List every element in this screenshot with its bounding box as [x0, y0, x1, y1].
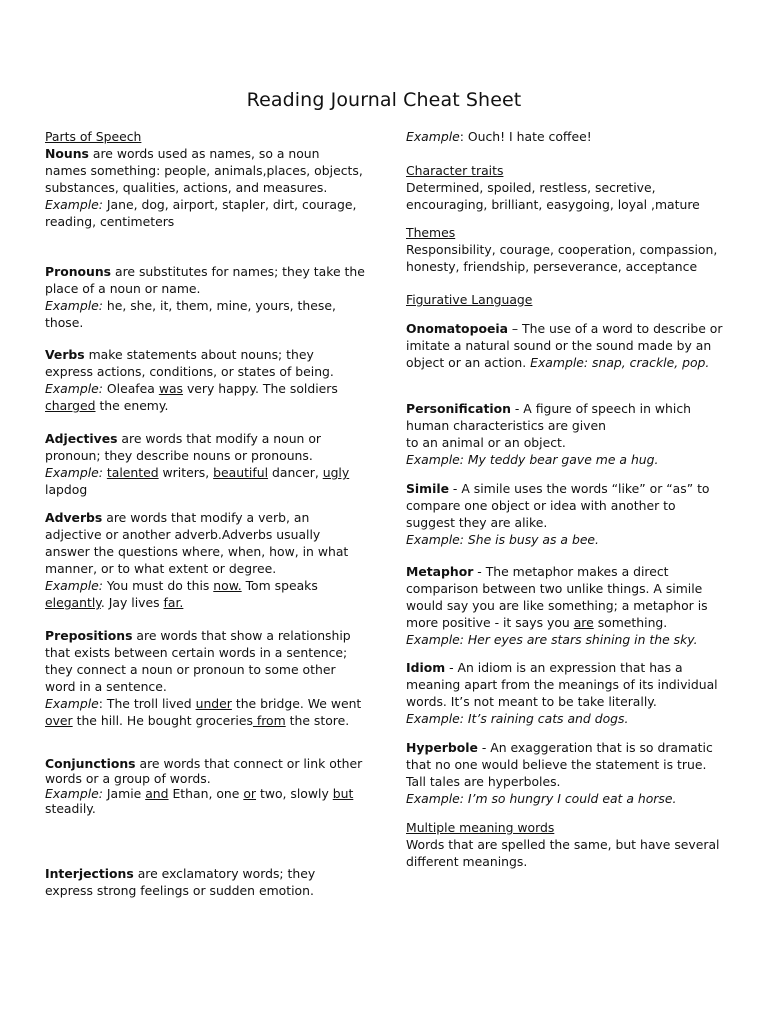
simile-definition: - A simile uses the words “like” or “as” to compare one object or idea with another to suggest they are alike. [406, 481, 710, 530]
conjunctions-example-label: Example: [45, 786, 103, 801]
prepositions-term: Prepositions [45, 628, 133, 643]
interjections-example-text: : Ouch! I hate coffee! [459, 129, 592, 144]
prepositions-example-underlined: from [252, 713, 286, 728]
figurative-language-heading: Figurative Language [406, 292, 533, 307]
prepositions-example-underlined: under [195, 696, 232, 711]
adjectives-example-text: dancer, [268, 465, 323, 480]
adverbs-example-underlined: now. [213, 578, 242, 593]
adverbs-example-text: You must do this [102, 578, 214, 593]
nouns-definition: are words used as names, so a noun names something: people, animals,places, objects, substances, qualities, actions, and measures. [45, 146, 363, 195]
prepositions-example-underlined: over [45, 713, 73, 728]
pronouns-term: Pronouns [45, 264, 112, 279]
adjectives-section [45, 430, 365, 498]
nouns-example: Jane, dog, airport, stapler, dirt, courage, reading, centimeters [45, 197, 357, 229]
conjunctions-example-text: Jamie [102, 786, 146, 801]
adverbs-example-underlined: elegantly [45, 595, 101, 610]
conjunctions-example-text: steadily. [45, 801, 96, 816]
hyperbole-section [406, 739, 728, 807]
simile-example: Example: She is busy as a bee. [406, 532, 599, 547]
adverbs-example-text: . Jay lives [100, 595, 164, 610]
metaphor-underlined: are [573, 615, 594, 630]
personification-definition: - A figure of speech in which human characteristics are given [406, 401, 692, 433]
pronouns-definition: are substitutes for names; they take the place of a noun or name. [45, 264, 365, 296]
adjectives-example-underlined: beautiful [213, 465, 269, 480]
verbs-definition: make statements about nouns; they express actions, conditions, or states of being. [45, 347, 334, 379]
adverbs-example-label: Example: [45, 578, 103, 593]
pronouns-example-label: Example: [45, 298, 103, 313]
onomatopoeia-definition: – The use of a word to describe or imitate a natural sound or the sound made by an object or an action. [406, 321, 723, 370]
adjectives-example-text: writers, [158, 465, 214, 480]
nouns-section [45, 128, 365, 230]
verbs-example-underlined: charged [45, 398, 96, 413]
simile-section [406, 480, 728, 548]
hyperbole-example: Example: I’m so hungry I could eat a horse. [406, 791, 677, 806]
conjunctions-example-text: Ethan, one [168, 786, 244, 801]
hyperbole-term: Hyperbole [406, 740, 478, 755]
multiple-meaning-section [406, 819, 728, 870]
conjunctions-section [45, 756, 365, 816]
prepositions-definition: are words that show a relationship that exists between certain words in a sentence; they connect a noun or pronoun to some other word in a sentence. [45, 628, 351, 694]
figurative-language-heading-block [406, 291, 728, 308]
adverbs-example-text: Tom speaks [241, 578, 318, 593]
verbs-section [45, 346, 365, 414]
page-title: Reading Journal Cheat Sheet [246, 89, 522, 111]
character-traits-text: Determined, spoiled, restless, secretive, encouraging, brilliant, easygoing, loyal ,mature [406, 180, 700, 212]
onomatopoeia-term: Onomatopoeia [406, 321, 508, 336]
prepositions-example-text: the bridge. We went [231, 696, 362, 711]
idiom-example: Example: It’s raining cats and dogs. [406, 711, 629, 726]
pronouns-example: he, she, it, them, mine, yours, these, those. [45, 298, 336, 330]
nouns-example-label: Example: [45, 197, 103, 212]
verbs-example-label: Example: [45, 381, 103, 396]
interjections-term: Interjections [45, 866, 134, 881]
interjections-example [406, 128, 728, 145]
verbs-example-underlined: was [158, 381, 183, 396]
interjections-definition: are exclamatory words; they express strong feelings or sudden emotion. [45, 866, 316, 898]
personification-example: Example: My teddy bear gave me a hug. [406, 452, 659, 467]
nouns-term: Nouns [45, 146, 89, 161]
adjectives-example-label: Example: [45, 465, 103, 480]
adjectives-example-text: lapdog [45, 482, 88, 497]
adjectives-term: Adjectives [45, 431, 118, 446]
simile-term: Simile [406, 481, 449, 496]
adverbs-example-underlined: far. [163, 595, 184, 610]
verbs-example-text: the enemy. [95, 398, 169, 413]
idiom-section [406, 659, 728, 727]
hyperbole-definition: - An exaggeration that is so dramatic that no one would believe the statement is true. Tall tales are hyperboles. [406, 740, 713, 789]
adjectives-example-underlined: ugly [322, 465, 350, 480]
prepositions-example-text: the hill. He bought groceries [72, 713, 253, 728]
prepositions-example-label: Example [45, 696, 99, 711]
adverbs-section [45, 509, 365, 611]
prepositions-section [45, 627, 365, 729]
verbs-example-text: Oleafea [102, 381, 159, 396]
adjectives-definition: are words that modify a noun or pronoun; they describe nouns or pronouns. [45, 431, 322, 463]
metaphor-definition-cont: something. [593, 615, 668, 630]
idiom-term: Idiom [406, 660, 446, 675]
themes-text: Responsibility, courage, cooperation, compassion, honesty, friendship, perseverance, acceptance [406, 242, 718, 274]
themes-section [406, 224, 728, 275]
adjectives-example-underlined: talented [106, 465, 159, 480]
conjunctions-example-underlined: or [243, 786, 257, 801]
parts-of-speech-heading: Parts of Speech [45, 129, 142, 144]
personification-section [406, 400, 728, 468]
metaphor-section [406, 563, 728, 648]
multiple-meaning-heading: Multiple meaning words [406, 820, 555, 835]
onomatopoeia-section [406, 320, 728, 371]
prepositions-example-text: : The troll lived [98, 696, 196, 711]
adverbs-term: Adverbs [45, 510, 103, 525]
idiom-definition: - An idiom is an expression that has a meaning apart from the meanings of its individual words. It’s not meant to be take literally. [406, 660, 718, 709]
conjunctions-definition: are words that connect or link other words or a group of words. [45, 756, 363, 786]
verbs-term: Verbs [45, 347, 85, 362]
pronouns-section [45, 263, 365, 331]
conjunctions-example-underlined: but [332, 786, 354, 801]
personification-definition-cont: to an animal or an object. [406, 435, 566, 450]
conjunctions-example-underlined: and [145, 786, 169, 801]
prepositions-example-text: the store. [285, 713, 350, 728]
conjunctions-term: Conjunctions [45, 756, 136, 771]
onomatopoeia-example: Example: snap, crackle, pop. [530, 355, 710, 370]
metaphor-example: Example: Her eyes are stars shining in the sky. [406, 632, 698, 647]
character-traits-heading: Character traits [406, 163, 504, 178]
personification-term: Personification [406, 401, 511, 416]
metaphor-term: Metaphor [406, 564, 474, 579]
conjunctions-example-text: two, slowly [256, 786, 333, 801]
interjections-section [45, 865, 365, 899]
verbs-example-text: very happy. The soldiers [183, 381, 338, 396]
interjections-example-label: Example [406, 129, 460, 144]
adverbs-definition: are words that modify a verb, an adjective or another adverb.Adverbs usually answer the questions where, when, how, in what manner, or to what extent or degree. [45, 510, 349, 576]
character-traits-section [406, 162, 728, 213]
metaphor-definition: - The metaphor makes a direct comparison between two unlike things. A simile would say you are like something; a metaphor is more positive - it says you [406, 564, 708, 630]
multiple-meaning-text: Words that are spelled the same, but have several different meanings. [406, 837, 720, 869]
themes-heading: Themes [406, 225, 456, 240]
